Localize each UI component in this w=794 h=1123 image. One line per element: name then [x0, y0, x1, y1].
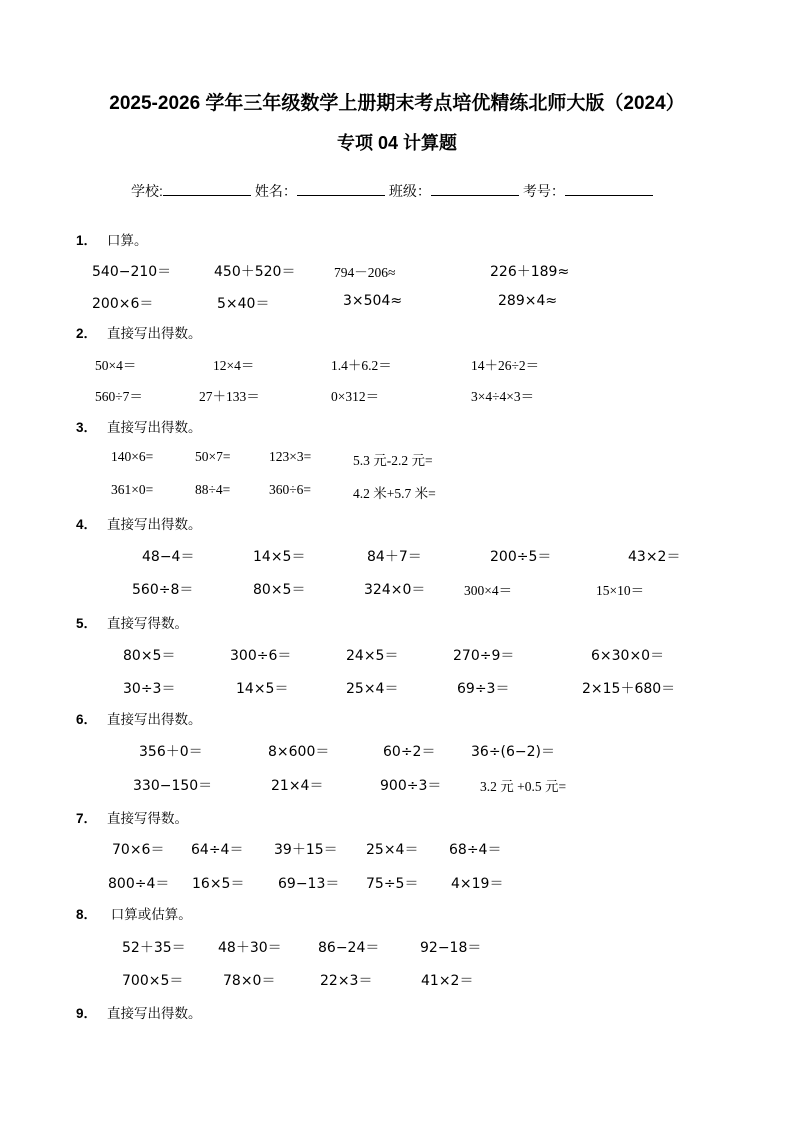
- expression: 361×0=: [111, 482, 154, 497]
- expression: 50×4＝: [95, 358, 137, 373]
- expression: 300÷6＝: [230, 648, 292, 664]
- question-prompt: 直接写得数。: [107, 616, 189, 631]
- expression: 300×4＝: [464, 583, 513, 598]
- question-2: [76, 322, 202, 342]
- question-number: 8．: [76, 907, 98, 922]
- expression: 4×19＝: [451, 876, 504, 892]
- expression: 200÷5＝: [490, 549, 552, 565]
- question-prompt: 直接写出得数。: [107, 517, 202, 532]
- question-6: [76, 708, 202, 728]
- question-9: [76, 1002, 202, 1022]
- question-prompt: 直接写出得数。: [107, 326, 202, 341]
- expression: 12×4＝: [213, 358, 255, 373]
- expression: 27＋133＝: [199, 389, 260, 404]
- expression: 68÷4＝: [449, 842, 502, 858]
- expression: 86−24＝: [318, 940, 380, 956]
- page-title: 2025-2026 学年三年级数学上册期末考点培优精练北师大版（2024）: [109, 93, 685, 114]
- expression: 52＋35＝: [122, 940, 186, 956]
- expression: 560÷8＝: [132, 582, 194, 598]
- expression: 794－206≈: [334, 265, 396, 280]
- name-blank[interactable]: [297, 181, 385, 196]
- school-label: 学校:: [131, 183, 163, 199]
- question-1: [76, 229, 148, 249]
- expression: 14＋26÷2＝: [471, 358, 540, 373]
- question-number: 2．: [76, 326, 98, 341]
- expression: 360÷6=: [269, 482, 312, 497]
- expression: 16×5＝: [192, 876, 245, 892]
- expression: 39＋15＝: [274, 842, 338, 858]
- expression: 88÷4=: [195, 482, 231, 497]
- question-3: [76, 416, 202, 436]
- expression: 75÷5＝: [366, 876, 419, 892]
- expression: 0×312＝: [331, 389, 380, 404]
- expression: 289×4≈: [498, 293, 558, 309]
- expression: 25×4＝: [346, 681, 399, 697]
- expression: 80×5＝: [123, 648, 176, 664]
- name-label: 姓名：: [254, 183, 297, 199]
- expression: 14×5＝: [253, 549, 306, 565]
- expression: 36÷(6−2)＝: [471, 744, 556, 760]
- question-number: 3．: [76, 420, 98, 435]
- expression: 356＋0＝: [139, 744, 203, 760]
- expression: 80×5＝: [253, 582, 306, 598]
- expression: 3.2 元 +0.5 元=: [480, 779, 567, 794]
- expression: 3×4÷4×3＝: [471, 389, 535, 404]
- expression: 226＋189≈: [490, 264, 570, 280]
- expression: 330−150＝: [133, 778, 213, 794]
- expression: 84＋7＝: [367, 549, 422, 565]
- question-prompt: 直接写出得数。: [107, 712, 202, 727]
- expression: 560÷7＝: [95, 389, 143, 404]
- expression: 24×5＝: [346, 648, 399, 664]
- school-blank[interactable]: [163, 181, 251, 196]
- exam-no-label: 考号：: [522, 183, 565, 199]
- expression: 14×5＝: [236, 681, 289, 697]
- expression: 4.2 米+5.7 米=: [353, 486, 436, 501]
- expression: 2×15＋680＝: [582, 681, 676, 697]
- expression: 324×0＝: [364, 582, 426, 598]
- question-number: 1．: [76, 233, 98, 248]
- question-prompt: 口算或估算。: [107, 907, 192, 922]
- question-7: [76, 807, 188, 827]
- expression: 1.4＋6.2＝: [331, 358, 392, 373]
- expression: 15×10＝: [596, 583, 645, 598]
- question-number: 4．: [76, 517, 98, 532]
- expression: 30÷3＝: [123, 681, 176, 697]
- expression: 60÷2＝: [383, 744, 436, 760]
- question-4: [76, 513, 202, 533]
- expression: 800÷4＝: [108, 876, 170, 892]
- question-prompt: 直接写出得数。: [107, 420, 202, 435]
- exam-no-blank[interactable]: [565, 181, 653, 196]
- expression: 48−4＝: [142, 549, 195, 565]
- expression: 450＋520＝: [214, 264, 296, 280]
- question-prompt: 口算。: [107, 233, 148, 248]
- question-number: 7．: [76, 811, 98, 826]
- question-number: 5．: [76, 616, 98, 631]
- question-8: [76, 903, 192, 923]
- expression: 123×3=: [269, 449, 312, 464]
- expression: 5.3 元-2.2 元=: [353, 453, 433, 468]
- expression: 22×3＝: [320, 973, 373, 989]
- class-label: 班级：: [388, 183, 431, 199]
- expression: 69÷3＝: [457, 681, 510, 697]
- expression: 41×2＝: [421, 973, 474, 989]
- expression: 48＋30＝: [218, 940, 282, 956]
- expression: 69−13＝: [278, 876, 340, 892]
- expression: 5×40＝: [217, 296, 270, 312]
- expression: 21×4＝: [271, 778, 324, 794]
- expression: 50×7=: [195, 449, 231, 464]
- expression: 3×504≈: [343, 293, 403, 309]
- expression: 540−210＝: [92, 264, 172, 280]
- question-prompt: 直接写得数。: [107, 811, 189, 826]
- question-number: 6．: [76, 712, 98, 727]
- expression: 900÷3＝: [380, 778, 442, 794]
- expression: 92−18＝: [420, 940, 482, 956]
- expression: 200×6＝: [92, 296, 154, 312]
- expression: 140×6=: [111, 449, 154, 464]
- expression: 700×5＝: [122, 973, 184, 989]
- question-number: 9．: [76, 1006, 98, 1021]
- expression: 70×6＝: [112, 842, 165, 858]
- class-blank[interactable]: [431, 181, 519, 196]
- expression: 8×600＝: [268, 744, 330, 760]
- expression: 43×2＝: [628, 549, 681, 565]
- expression: 25×4＝: [366, 842, 419, 858]
- expression: 270÷9＝: [453, 648, 515, 664]
- expression: 64÷4＝: [191, 842, 244, 858]
- expression: 6×30×0＝: [591, 648, 665, 664]
- page-subtitle: 专项 04 计算题: [336, 133, 458, 153]
- question-5: [76, 612, 188, 632]
- question-prompt: 直接写出得数。: [107, 1006, 202, 1021]
- expression: 78×0＝: [223, 973, 276, 989]
- student-info-row: [131, 181, 657, 201]
